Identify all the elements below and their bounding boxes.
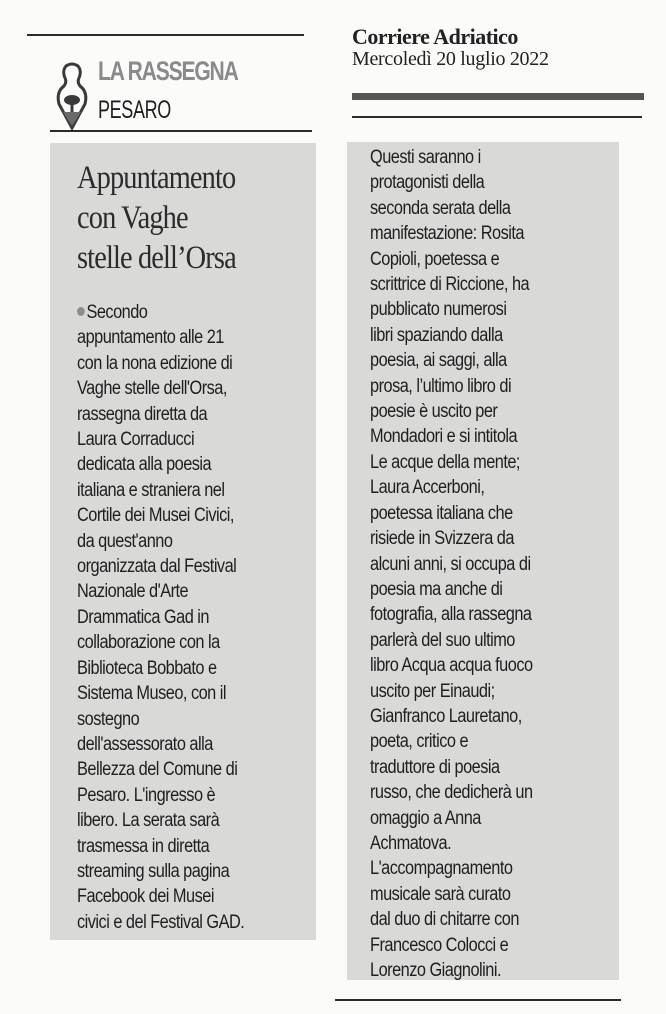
body-line: Facebook dei Musei	[77, 886, 214, 908]
body-line: Biblioteca Bobbato e	[77, 657, 217, 679]
body-line: Laura Accerboni,	[370, 477, 485, 499]
body-line: protagonisti della	[370, 172, 485, 194]
body-line: collaborazione con la	[77, 632, 220, 654]
body-line: poesia ma anche di	[370, 578, 503, 600]
body-line: traduttore di poesia	[370, 756, 500, 778]
body-line: alcuni anni, si occupa di	[370, 553, 531, 575]
body-line: appuntamento alle 21	[77, 327, 224, 349]
body-line: dedicata alla poesia	[77, 454, 212, 476]
body-line: poesia, ai saggi, alla	[370, 350, 507, 372]
body-line: scrittrice di Riccione, ha	[370, 274, 530, 296]
body-line: musicale sarà curato	[370, 883, 511, 905]
body-line: manifestazione: Rosita	[370, 223, 524, 245]
publication-date: Mercoledì 20 luglio 2022	[352, 48, 549, 70]
newspaper-name: Corriere Adriatico	[352, 24, 518, 49]
article-body-right	[370, 145, 559, 983]
body-line: Nazionale d'Arte	[77, 581, 189, 603]
body-line: con la nona edizione di	[77, 352, 233, 374]
body-line: russo, che dedicherà un	[370, 782, 533, 804]
body-line: civici e del Festival GAD.	[77, 911, 245, 933]
body-line: Copioli, poetessa e	[370, 248, 500, 270]
body-line: fotografia, alla rassegna	[370, 604, 532, 626]
body-line: risiede in Svizzera da	[370, 528, 514, 550]
body-line: Questi saranno i	[370, 147, 481, 168]
body-line: dell'assessorato alla	[77, 733, 213, 755]
body-line: italiana e straniera nel	[77, 479, 225, 501]
body-line: L'accompagnamento	[370, 858, 513, 880]
body-line: Cortile dei Musei Civici,	[77, 505, 234, 527]
body-line: Sistema Museo, con il	[77, 683, 227, 705]
section-title: LA RASSEGNA	[98, 56, 238, 86]
body-line: libro Acqua acqua fuoco	[370, 655, 533, 677]
body-line: Francesco Colocci e	[370, 934, 509, 956]
body-line: poetessa italiana che	[370, 502, 513, 524]
section-rule-left	[50, 130, 312, 132]
body-line: poeta, critico e	[370, 731, 469, 753]
headline-line: stelle dell’Orsa	[77, 240, 236, 276]
body-line: Mondadori e si intitola	[370, 426, 518, 448]
body-line: Bellezza del Comune di	[77, 759, 238, 781]
body-line: omaggio a Anna	[370, 807, 481, 829]
article-headline	[77, 158, 307, 278]
body-line: Achmatova.	[370, 832, 452, 854]
body-line: da quest'anno	[77, 530, 173, 552]
section-city: PESARO	[98, 96, 171, 124]
body-line: seconda serata della	[370, 197, 511, 219]
body-line: Drammatica Gad in	[77, 606, 209, 628]
masthead-thick-rule	[352, 93, 644, 100]
body-line: trasmessa in diretta	[77, 835, 210, 857]
body-line: pubblicato numerosi	[370, 299, 507, 321]
top-rule-left	[27, 34, 304, 36]
body-line: streaming sulla pagina	[77, 860, 230, 882]
body-line: parlerà del suo ultimo	[370, 629, 515, 651]
body-line: organizzata dal Festival	[77, 556, 237, 578]
body-line: uscito per Einaudi;	[370, 680, 495, 702]
body-line: Lorenzo Giagnolini.	[370, 960, 502, 981]
body-line: Pesaro. L'ingresso è	[77, 784, 216, 806]
body-line: poesie è uscito per	[370, 401, 498, 423]
body-line: sostegno	[77, 708, 140, 730]
bullet-dot-icon	[77, 307, 85, 316]
body-line: Vaghe stelle dell'Orsa,	[77, 378, 227, 400]
bottom-rule-right	[335, 999, 621, 1001]
article-body-left	[77, 300, 272, 935]
violin-tree-icon	[55, 62, 89, 132]
body-line-first: Secondo	[77, 300, 244, 325]
masthead-thin-rule	[352, 116, 642, 118]
body-line: rassegna diretta da	[77, 403, 208, 425]
body-line: Le acque della mente;	[370, 451, 520, 473]
body-line: libri spaziando dalla	[370, 324, 503, 346]
headline-line: con Vaghe	[77, 200, 188, 236]
body-line: dal duo di chitarre con	[370, 909, 519, 931]
headline-line: Appuntamento	[77, 160, 236, 196]
body-line: Gianfranco Lauretano,	[370, 705, 522, 727]
body-line: prosa, l’ultimo libro di	[370, 375, 512, 397]
body-line: Laura Corraducci	[77, 429, 195, 451]
body-line: libero. La serata sarà	[77, 810, 220, 832]
